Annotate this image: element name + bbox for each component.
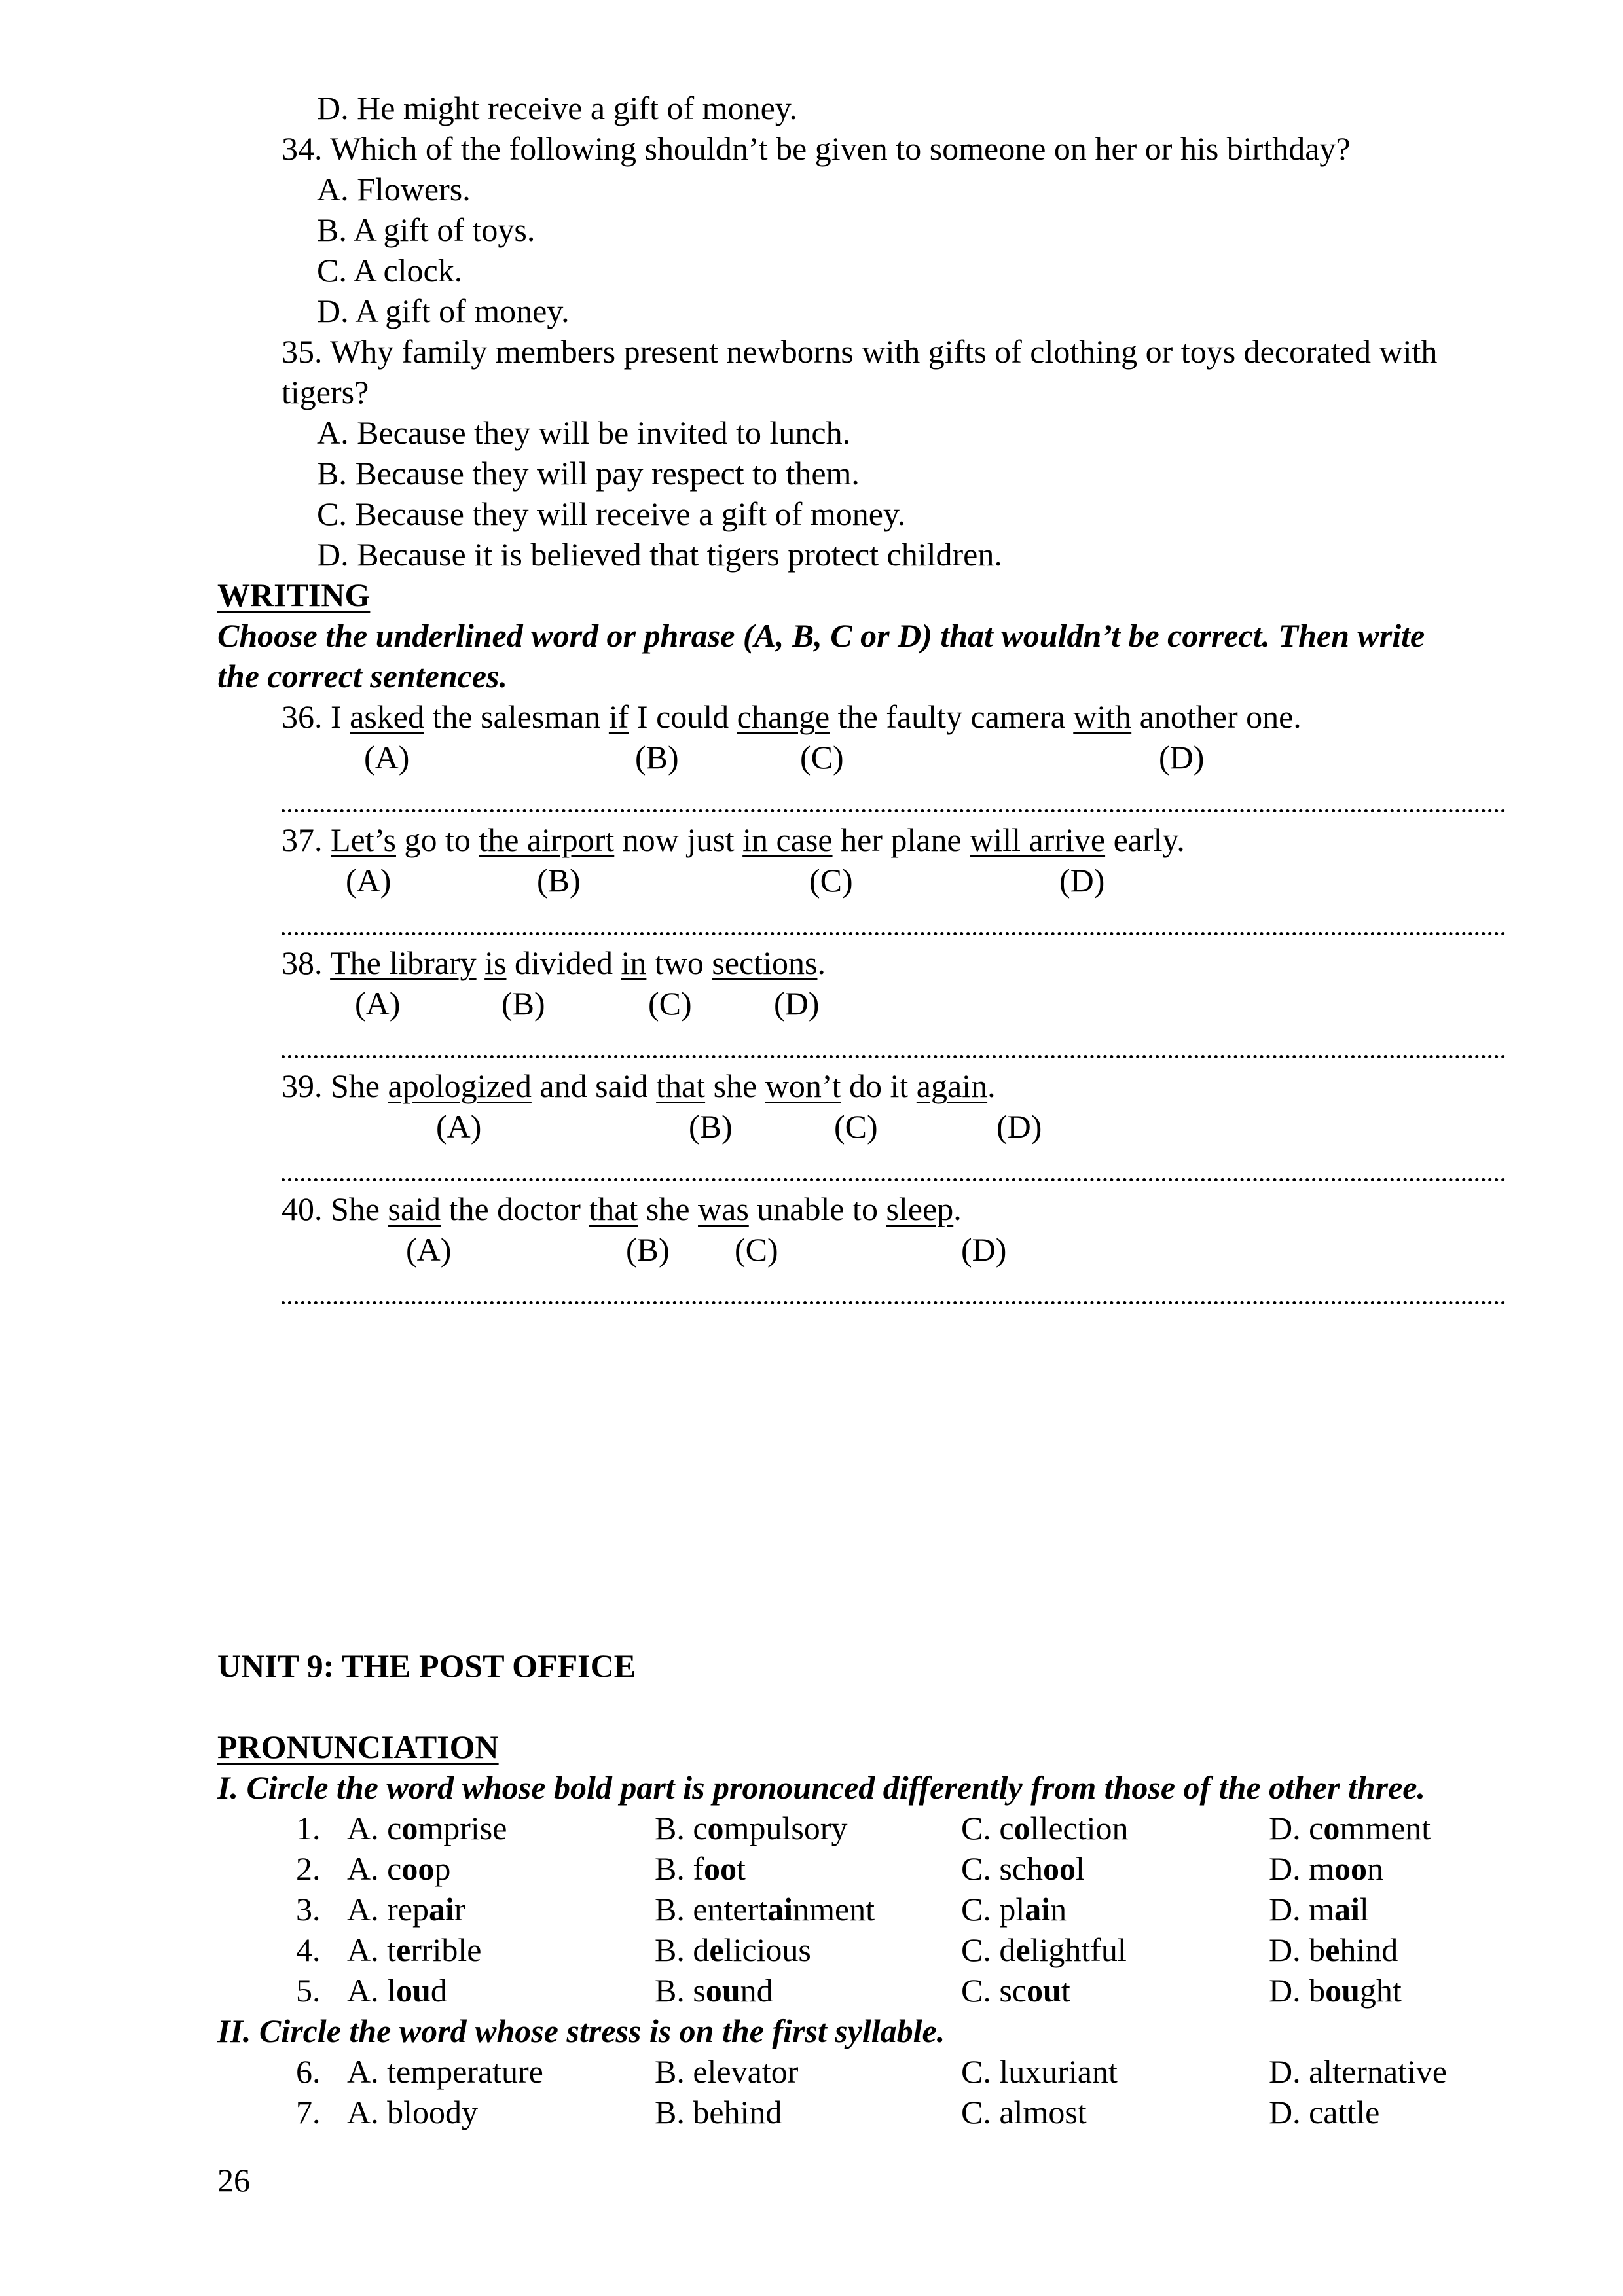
bold-part: ou bbox=[1325, 1972, 1360, 2009]
option-text: mment bbox=[1340, 1810, 1431, 1846]
option-text: B. f bbox=[655, 1850, 704, 1887]
bold-part: ou bbox=[396, 1972, 431, 2009]
q39-text: . bbox=[987, 1067, 996, 1104]
q39-underlined-b: that bbox=[656, 1067, 706, 1104]
option-b[interactable] bbox=[655, 1970, 773, 2011]
option-text: llection bbox=[1030, 1810, 1129, 1846]
option-text: l bbox=[1076, 1850, 1085, 1887]
option-text: t bbox=[737, 1850, 746, 1887]
option-text: A. c bbox=[347, 1850, 402, 1887]
q34-option-a: A. Flowers. bbox=[317, 171, 471, 207]
option-b[interactable]: B. behind bbox=[655, 2094, 782, 2130]
option-text: D. b bbox=[1269, 1972, 1326, 2009]
q40-text: 40. She bbox=[282, 1191, 388, 1227]
q38-letter-c: (C) bbox=[648, 985, 692, 1022]
writing-heading: WRITING bbox=[217, 577, 371, 613]
bold-part: e bbox=[1325, 1931, 1340, 1968]
q36-underlined-d: with bbox=[1073, 698, 1132, 735]
q34-option-b: B. A gift of toys. bbox=[317, 211, 536, 248]
option-text: licious bbox=[723, 1931, 811, 1968]
option-text: C. d bbox=[961, 1931, 1016, 1968]
q40-text: . bbox=[953, 1191, 962, 1227]
q37-text: 37. bbox=[282, 821, 331, 858]
part2-instruction: II. Circle the word whose stress is on the first syllable. bbox=[217, 2013, 945, 2049]
item-number: 4. bbox=[296, 1931, 321, 1968]
option-text: nment bbox=[793, 1891, 875, 1928]
q36-text: another one. bbox=[1131, 698, 1302, 735]
bold-part: e bbox=[396, 1931, 411, 1968]
option-c[interactable] bbox=[961, 1889, 1067, 1929]
q38-text: two bbox=[646, 944, 712, 981]
option-text: A. l bbox=[347, 1972, 396, 2009]
q38-underlined-a: The library bbox=[330, 944, 477, 981]
q36-text: the faulty camera bbox=[830, 698, 1074, 735]
bold-part: o bbox=[401, 1810, 418, 1846]
q36-underlined-a: asked bbox=[350, 698, 424, 735]
q35-option-c: C. Because they will receive a gift of money. bbox=[317, 495, 906, 532]
q39-letter-b: (B) bbox=[689, 1108, 733, 1145]
option-c[interactable] bbox=[961, 1808, 1129, 1848]
option-text: n bbox=[1050, 1891, 1067, 1928]
option-text: d bbox=[430, 1972, 447, 2009]
option-text: D. b bbox=[1269, 1931, 1326, 1968]
bold-part: o bbox=[707, 1810, 724, 1846]
item-number: 6. bbox=[296, 2053, 321, 2090]
q38-text: divided bbox=[506, 944, 621, 981]
q40-sentence bbox=[282, 1189, 962, 1229]
writing-instruction-cont: the correct sentences. bbox=[217, 658, 507, 694]
q40-underlined-b: that bbox=[589, 1191, 638, 1227]
option-text: ght bbox=[1359, 1972, 1402, 2009]
item-number: 7. bbox=[296, 2094, 321, 2130]
option-text: hind bbox=[1340, 1931, 1398, 1968]
q36-letter-c: (C) bbox=[800, 739, 844, 776]
bold-part: ai bbox=[428, 1891, 454, 1928]
q36-letter-b: (B) bbox=[635, 739, 679, 776]
option-text: A. rep bbox=[347, 1891, 429, 1928]
q37-sentence bbox=[282, 819, 1185, 860]
option-d[interactable] bbox=[1269, 1970, 1402, 2011]
option-text: D. m bbox=[1269, 1891, 1334, 1928]
option-text: C. sch bbox=[961, 1850, 1043, 1887]
item-number: 5. bbox=[296, 1972, 321, 2009]
option-text: mprise bbox=[418, 1810, 507, 1846]
bold-part: e bbox=[1015, 1931, 1030, 1968]
q37-letter-a: (A) bbox=[346, 862, 392, 899]
option-c[interactable] bbox=[961, 1848, 1085, 1889]
q38-letter-b: (B) bbox=[501, 985, 545, 1022]
option-text: A. t bbox=[347, 1931, 396, 1968]
option-text: B. entert bbox=[655, 1891, 768, 1928]
q37-text: her plane bbox=[832, 821, 970, 858]
q39-underlined-d: again bbox=[916, 1067, 988, 1104]
option-text: lightful bbox=[1030, 1931, 1127, 1968]
q36-text: the salesman bbox=[424, 698, 609, 735]
q37-text: early. bbox=[1105, 821, 1185, 858]
q38-answer-line[interactable] bbox=[282, 1055, 1506, 1058]
option-text: B. c bbox=[655, 1810, 708, 1846]
option-d[interactable] bbox=[1269, 1808, 1431, 1848]
q39-text: and said bbox=[531, 1067, 657, 1104]
q38-text: . bbox=[817, 944, 826, 981]
bold-part: o bbox=[1323, 1810, 1340, 1846]
q39-text: she bbox=[705, 1067, 765, 1104]
q34-option-d: D. A gift of money. bbox=[317, 293, 570, 329]
option-text: l bbox=[1359, 1891, 1369, 1928]
bold-part: oo bbox=[1043, 1850, 1076, 1887]
q37-underlined-b: the airport bbox=[479, 821, 615, 858]
option-d[interactable] bbox=[1269, 1889, 1369, 1929]
q36-text: I could bbox=[629, 698, 737, 735]
q38-underlined-d: sections bbox=[712, 944, 818, 981]
option-a[interactable] bbox=[347, 1889, 465, 1929]
option-a[interactable]: A. temperature bbox=[347, 2053, 543, 2090]
q39-underlined-a: apologized bbox=[388, 1067, 532, 1104]
option-b[interactable] bbox=[655, 1929, 811, 1970]
q36-answer-line[interactable] bbox=[282, 809, 1506, 812]
writing-instruction: Choose the underlined word or phrase (A, B, C or D) that wouldn’t be correct. Then write bbox=[217, 617, 1425, 654]
item-number: 1. bbox=[296, 1810, 321, 1846]
bold-part: oo bbox=[401, 1850, 435, 1887]
q39-text: do it bbox=[841, 1067, 917, 1104]
q33-option-d: D. He might receive a gift of money. bbox=[317, 90, 798, 126]
q40-letter-d: (D) bbox=[961, 1231, 1007, 1268]
q37-underlined-d: will arrive bbox=[970, 821, 1106, 858]
bold-part: e bbox=[709, 1931, 724, 1968]
bold-part: ai bbox=[767, 1891, 793, 1928]
q36-letter-d: (D) bbox=[1159, 739, 1205, 776]
q36-underlined-b: if bbox=[608, 698, 629, 735]
q34-question: 34. Which of the following shouldn’t be given to someone on her or his birthday? bbox=[282, 130, 1351, 167]
option-text: B. s bbox=[655, 1972, 706, 2009]
q37-underlined-a: Let’s bbox=[331, 821, 396, 858]
q40-text: unable to bbox=[748, 1191, 886, 1227]
option-b[interactable] bbox=[655, 1889, 875, 1929]
q38-text bbox=[477, 944, 485, 981]
q35-question-cont: tigers? bbox=[282, 374, 369, 410]
option-text: B. d bbox=[655, 1931, 710, 1968]
option-text: nd bbox=[740, 1972, 773, 2009]
q40-text: she bbox=[638, 1191, 699, 1227]
q39-letter-a: (A) bbox=[436, 1108, 482, 1145]
q40-underlined-a: said bbox=[388, 1191, 441, 1227]
option-d[interactable] bbox=[1269, 1929, 1398, 1970]
bold-part: oo bbox=[1334, 1850, 1367, 1887]
q38-underlined-c: in bbox=[621, 944, 647, 981]
option-a[interactable]: A. bloody bbox=[347, 2094, 478, 2130]
option-d[interactable] bbox=[1269, 1848, 1383, 1889]
bold-part: ou bbox=[1027, 1972, 1061, 2009]
option-a[interactable] bbox=[347, 1929, 481, 1970]
option-c[interactable]: C. luxuriant bbox=[961, 2053, 1118, 2090]
q37-text: go to bbox=[395, 821, 479, 858]
option-text: rrible bbox=[410, 1931, 482, 1968]
option-text: D. c bbox=[1269, 1810, 1324, 1846]
bold-part: oo bbox=[704, 1850, 737, 1887]
q38-underlined-b: is bbox=[484, 944, 507, 981]
option-c[interactable] bbox=[961, 1970, 1070, 2011]
q37-underlined-c: in case bbox=[742, 821, 833, 858]
q39-answer-line[interactable] bbox=[282, 1178, 1506, 1181]
q40-text: the doctor bbox=[441, 1191, 589, 1227]
q38-text: 38. bbox=[282, 944, 331, 981]
q39-sentence bbox=[282, 1066, 996, 1106]
option-text: C. c bbox=[961, 1810, 1014, 1846]
q38-letter-d: (D) bbox=[774, 985, 820, 1022]
option-a[interactable] bbox=[347, 1848, 450, 1889]
q36-text: 36. I bbox=[282, 698, 350, 735]
item-number: 3. bbox=[296, 1891, 321, 1928]
q37-letter-c: (C) bbox=[809, 862, 853, 899]
item-number: 2. bbox=[296, 1850, 321, 1887]
q39-text: 39. She bbox=[282, 1067, 388, 1104]
q40-underlined-d: sleep bbox=[886, 1191, 954, 1227]
q40-letter-b: (B) bbox=[626, 1231, 670, 1268]
option-text: A. c bbox=[347, 1810, 402, 1846]
part1-instruction: I. Circle the word whose bold part is pronounced differently from those of the other three. bbox=[217, 1769, 1425, 1806]
q37-answer-line[interactable] bbox=[282, 932, 1506, 935]
option-b[interactable] bbox=[655, 1808, 847, 1848]
option-text: r bbox=[454, 1891, 465, 1928]
option-text: D. m bbox=[1269, 1850, 1334, 1887]
bold-part: o bbox=[1013, 1810, 1030, 1846]
q40-answer-line[interactable] bbox=[282, 1301, 1506, 1304]
q36-sentence bbox=[282, 696, 1302, 737]
option-text: t bbox=[1061, 1972, 1070, 2009]
option-text: C. pl bbox=[961, 1891, 1025, 1928]
q38-letter-a: (A) bbox=[355, 985, 401, 1022]
bold-part: ai bbox=[1025, 1891, 1051, 1928]
option-b[interactable] bbox=[655, 1848, 746, 1889]
q39-underlined-c: won’t bbox=[765, 1067, 841, 1104]
option-c[interactable] bbox=[961, 1929, 1127, 1970]
bold-part: ou bbox=[705, 1972, 740, 2009]
option-a[interactable] bbox=[347, 1970, 447, 2011]
q35-option-b: B. Because they will pay respect to them. bbox=[317, 455, 860, 492]
q36-letter-a: (A) bbox=[364, 739, 410, 776]
option-text: mpulsory bbox=[723, 1810, 848, 1846]
q37-letter-d: (D) bbox=[1059, 862, 1105, 899]
page-number: 26 bbox=[217, 2162, 250, 2198]
bold-part: ai bbox=[1334, 1891, 1360, 1928]
q35-option-d: D. Because it is believed that tigers protect children. bbox=[317, 536, 1002, 573]
unit-title: UNIT 9: THE POST OFFICE bbox=[217, 1647, 636, 1684]
option-text: C. sc bbox=[961, 1972, 1027, 2009]
option-text: p bbox=[434, 1850, 451, 1887]
option-c[interactable]: C. almost bbox=[961, 2094, 1087, 2130]
q34-option-c: C. A clock. bbox=[317, 252, 463, 289]
q37-letter-b: (B) bbox=[537, 862, 581, 899]
option-text: n bbox=[1367, 1850, 1383, 1887]
option-a[interactable] bbox=[347, 1808, 507, 1848]
q35-question: 35. Why family members present newborns with gifts of clothing or toys decorated with bbox=[282, 333, 1438, 370]
q39-letter-d: (D) bbox=[996, 1108, 1042, 1145]
option-d[interactable]: D. cattle bbox=[1269, 2094, 1380, 2130]
q40-letter-c: (C) bbox=[735, 1231, 778, 1268]
q40-letter-a: (A) bbox=[406, 1231, 452, 1268]
q36-underlined-c: change bbox=[737, 698, 830, 735]
q37-text: now just bbox=[614, 821, 743, 858]
option-b[interactable]: B. elevator bbox=[655, 2053, 799, 2090]
q38-sentence bbox=[282, 942, 826, 983]
pronunciation-heading: PRONUNCIATION bbox=[217, 1729, 499, 1765]
q35-option-a: A. Because they will be invited to lunch. bbox=[317, 414, 851, 451]
q40-underlined-c: was bbox=[698, 1191, 749, 1227]
q39-letter-c: (C) bbox=[834, 1108, 878, 1145]
option-d[interactable]: D. alternative bbox=[1269, 2053, 1448, 2090]
